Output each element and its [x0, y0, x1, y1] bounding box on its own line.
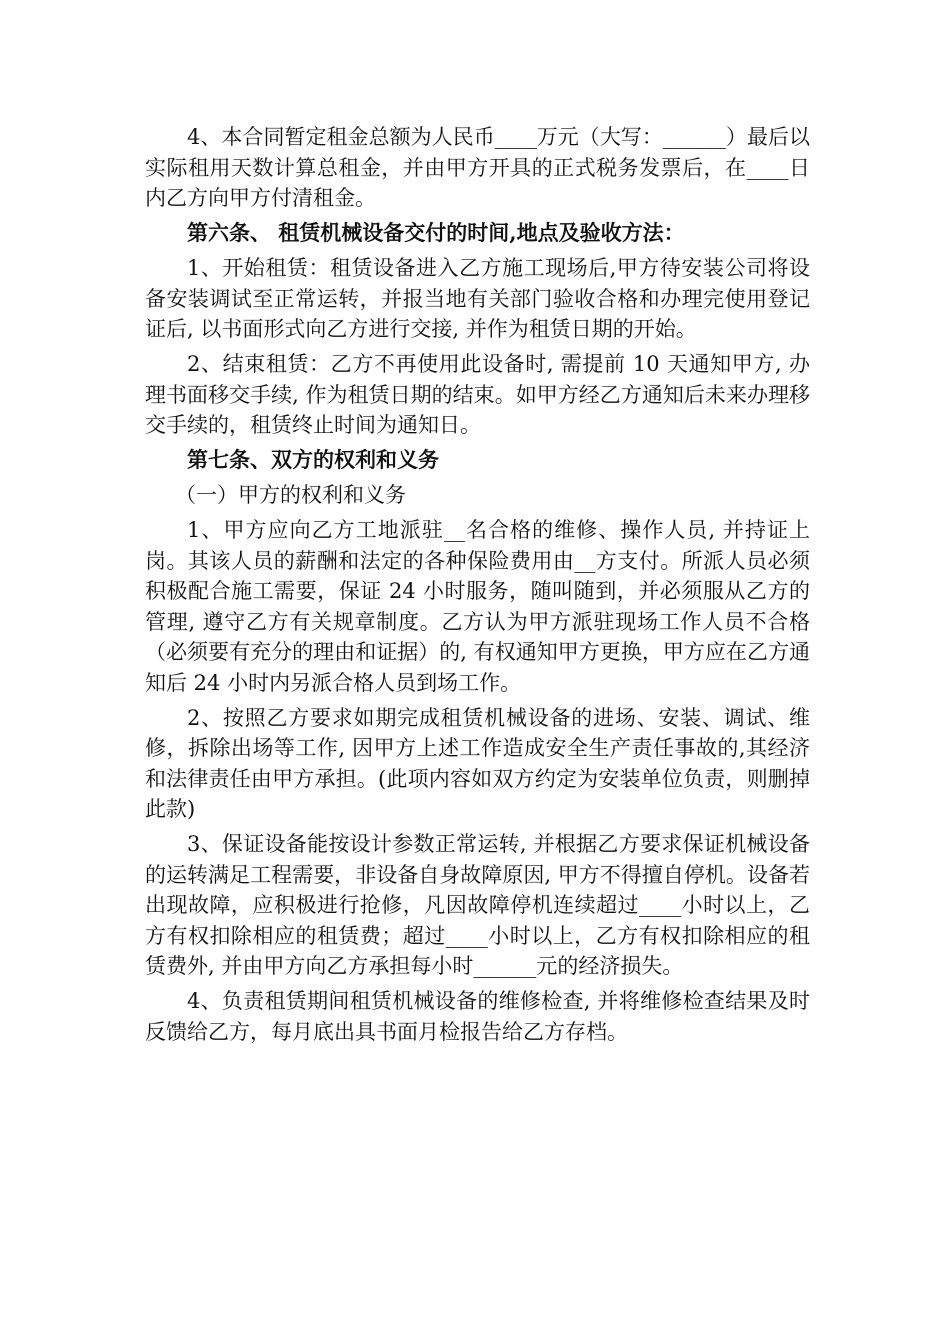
document-page: [145, 122, 810, 1052]
paragraph-rent-total: 4、本合同暂定租金总额为人民币____万元（大写：______）最后以实际租用天数计算总租金，并由甲方开具的正式税务发票后，在____日内乙方向甲方付清租金。: [145, 125, 810, 210]
paragraph-party-a-duty-1: 1、甲方应向乙方工地派驻__名合格的维修、操作人员, 并持证上岗。其该人员的薪酬和法定的各种保险费用由__方支付。所派人员必须积极配合施工需要，保证 24 小时服务，随叫随到，并必须服从乙方的管理, 遵守乙方有关规章制度。乙方认为甲方派驻现场工作人员不合格（必须要有充分的理由和证据）的, 有权通知甲方更换，甲方应在乙方通知后 24 小时内另派合格人员到场工作。: [145, 518, 810, 695]
section-heading-article-7: 第七条、双方的权利和义务: [187, 447, 439, 472]
paragraph-start-lease: 1、开始租赁：租赁设备进入乙方施工现场后,甲方待安装公司将设备安装调试至正常运转，并报当地有关部门验收合格和办理完使用登记证后, 以书面形式向乙方进行交接, 并作为租赁日期的开始。: [145, 256, 810, 341]
paragraph-end-lease: 2、结束租赁：乙方不再使用此设备时, 需提前 10 天通知甲方, 办理书面移交手续, 作为租赁日期的结束。如甲方经乙方通知后未来办理移交手续的，租赁终止时间为通知日。: [145, 352, 810, 437]
paragraph-party-a-duty-4: 4、负责租赁期间租赁机械设备的维修检查, 并将维修检查结果及时反馈给乙方，每月底出具书面月检报告给乙方存档。: [145, 989, 810, 1044]
section-heading-article-6: 第六条、 租赁机械设备交付的时间,地点及验收方法：: [187, 220, 685, 245]
subsection-heading-party-a: （一）甲方的权利和义务: [175, 483, 406, 507]
paragraph-party-a-duty-3: 3、保证设备能按设计参数正常运转, 并根据乙方要求保证机械设备的运转满足工程需要，非设备自身故障原因, 甲方不得擅自停机。设备若出现故障，应积极进行抢修，凡因故障停机连续超过____小时以上，乙方有权扣除相应的租赁费；超过____小时以上，乙方有权扣除相应的租赁费外, 并由甲方向乙方承担每小时______元的经济损失。: [145, 832, 810, 978]
paragraph-party-a-duty-2: 2、按照乙方要求如期完成租赁机械设备的进场、安装、调试、维修，拆除出场等工作, 因甲方上述工作造成安全生产责任事故的,其经济和法律责任由甲方承担。(此项内容如双方约定为安装单位负责，则删掉此款): [145, 705, 810, 821]
